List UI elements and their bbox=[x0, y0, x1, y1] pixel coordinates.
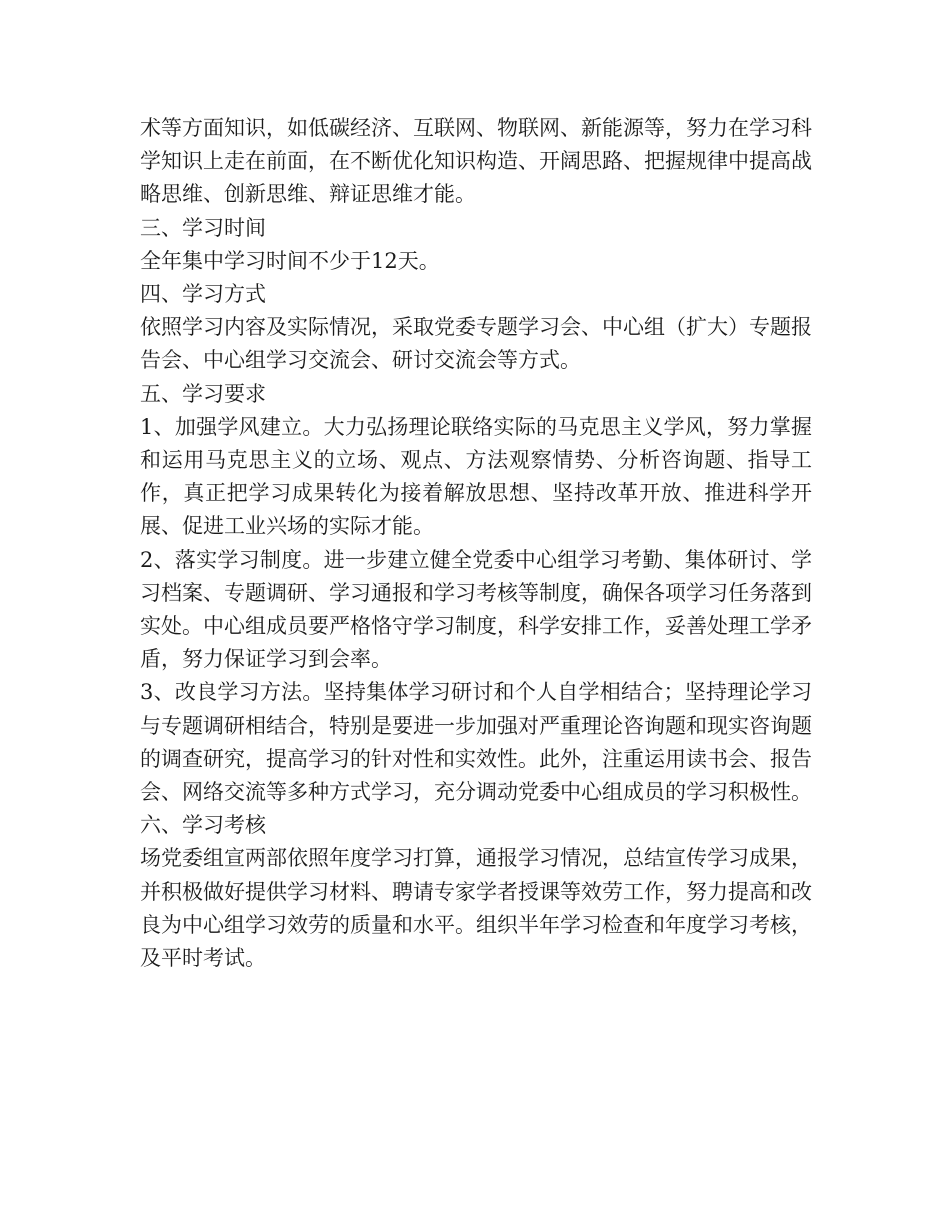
heading-study-method: 四、学习方式 bbox=[140, 282, 266, 307]
paragraph-study-assessment: 场党委组宣两部依照年度学习打算，通报学习情况，总结宣传学习成果，并积极做好提供学习材料、聘请专家学者授课等效劳工作，努力提高和改良为中心组学习效劳的质量和水平。组织半年学习检查和年度学习考核，及平时考试。 bbox=[140, 846, 812, 971]
heading-study-requirements: 五、学习要求 bbox=[140, 381, 266, 406]
paragraph-study-method: 依照学习内容及实际情况，采取党委专题学习会、中心组（扩大）专题报告会、中心组学习交流会、研讨交流会等方式。 bbox=[140, 315, 812, 373]
paragraph-requirement-1: 1、加强学风建立。大力弘扬理论联络实际的马克思主义学风，努力掌握和运用马克思主义的立场、观点、方法观察情势、分析咨询题、指导工作，真正把学习成果转化为接着解放思想、坚持改革开放、推进科学开展、促进工业兴场的实际才能。 bbox=[140, 414, 812, 539]
paragraph-requirement-2: 2、落实学习制度。进一步建立健全党委中心组学习考勤、集体研讨、学习档案、专题调研、学习通报和学习考核等制度，确保各项学习任务落到实处。中心组成员要严格恪守学习制度，科学安排工作，妥善处理工学矛盾，努力保证学习到会率。 bbox=[140, 547, 812, 672]
paragraph-requirement-3: 3、改良学习方法。坚持集体学习研讨和个人自学相结合；坚持理论学习与专题调研相结合，特别是要进一步加强对严重理论咨询题和现实咨询题的调查研究，提高学习的针对性和实效性。此外，注重运用读书会、报告会、网络交流等多种方式学习，充分调动党委中心组成员的学习积极性。 bbox=[140, 680, 812, 805]
paragraph-study-time: 全年集中学习时间不少于12天。 bbox=[140, 248, 440, 273]
heading-study-time: 三、学习时间 bbox=[140, 215, 266, 240]
paragraph-knowledge-continued: 术等方面知识，如低碳经济、互联网、物联网、新能源等，努力在学习科学知识上走在前面，在不断优化知识构造、开阔思路、把握规律中提高战略思维、创新思维、辩证思维才能。 bbox=[140, 116, 812, 207]
heading-study-assessment: 六、学习考核 bbox=[140, 813, 266, 838]
document-page bbox=[140, 112, 812, 975]
